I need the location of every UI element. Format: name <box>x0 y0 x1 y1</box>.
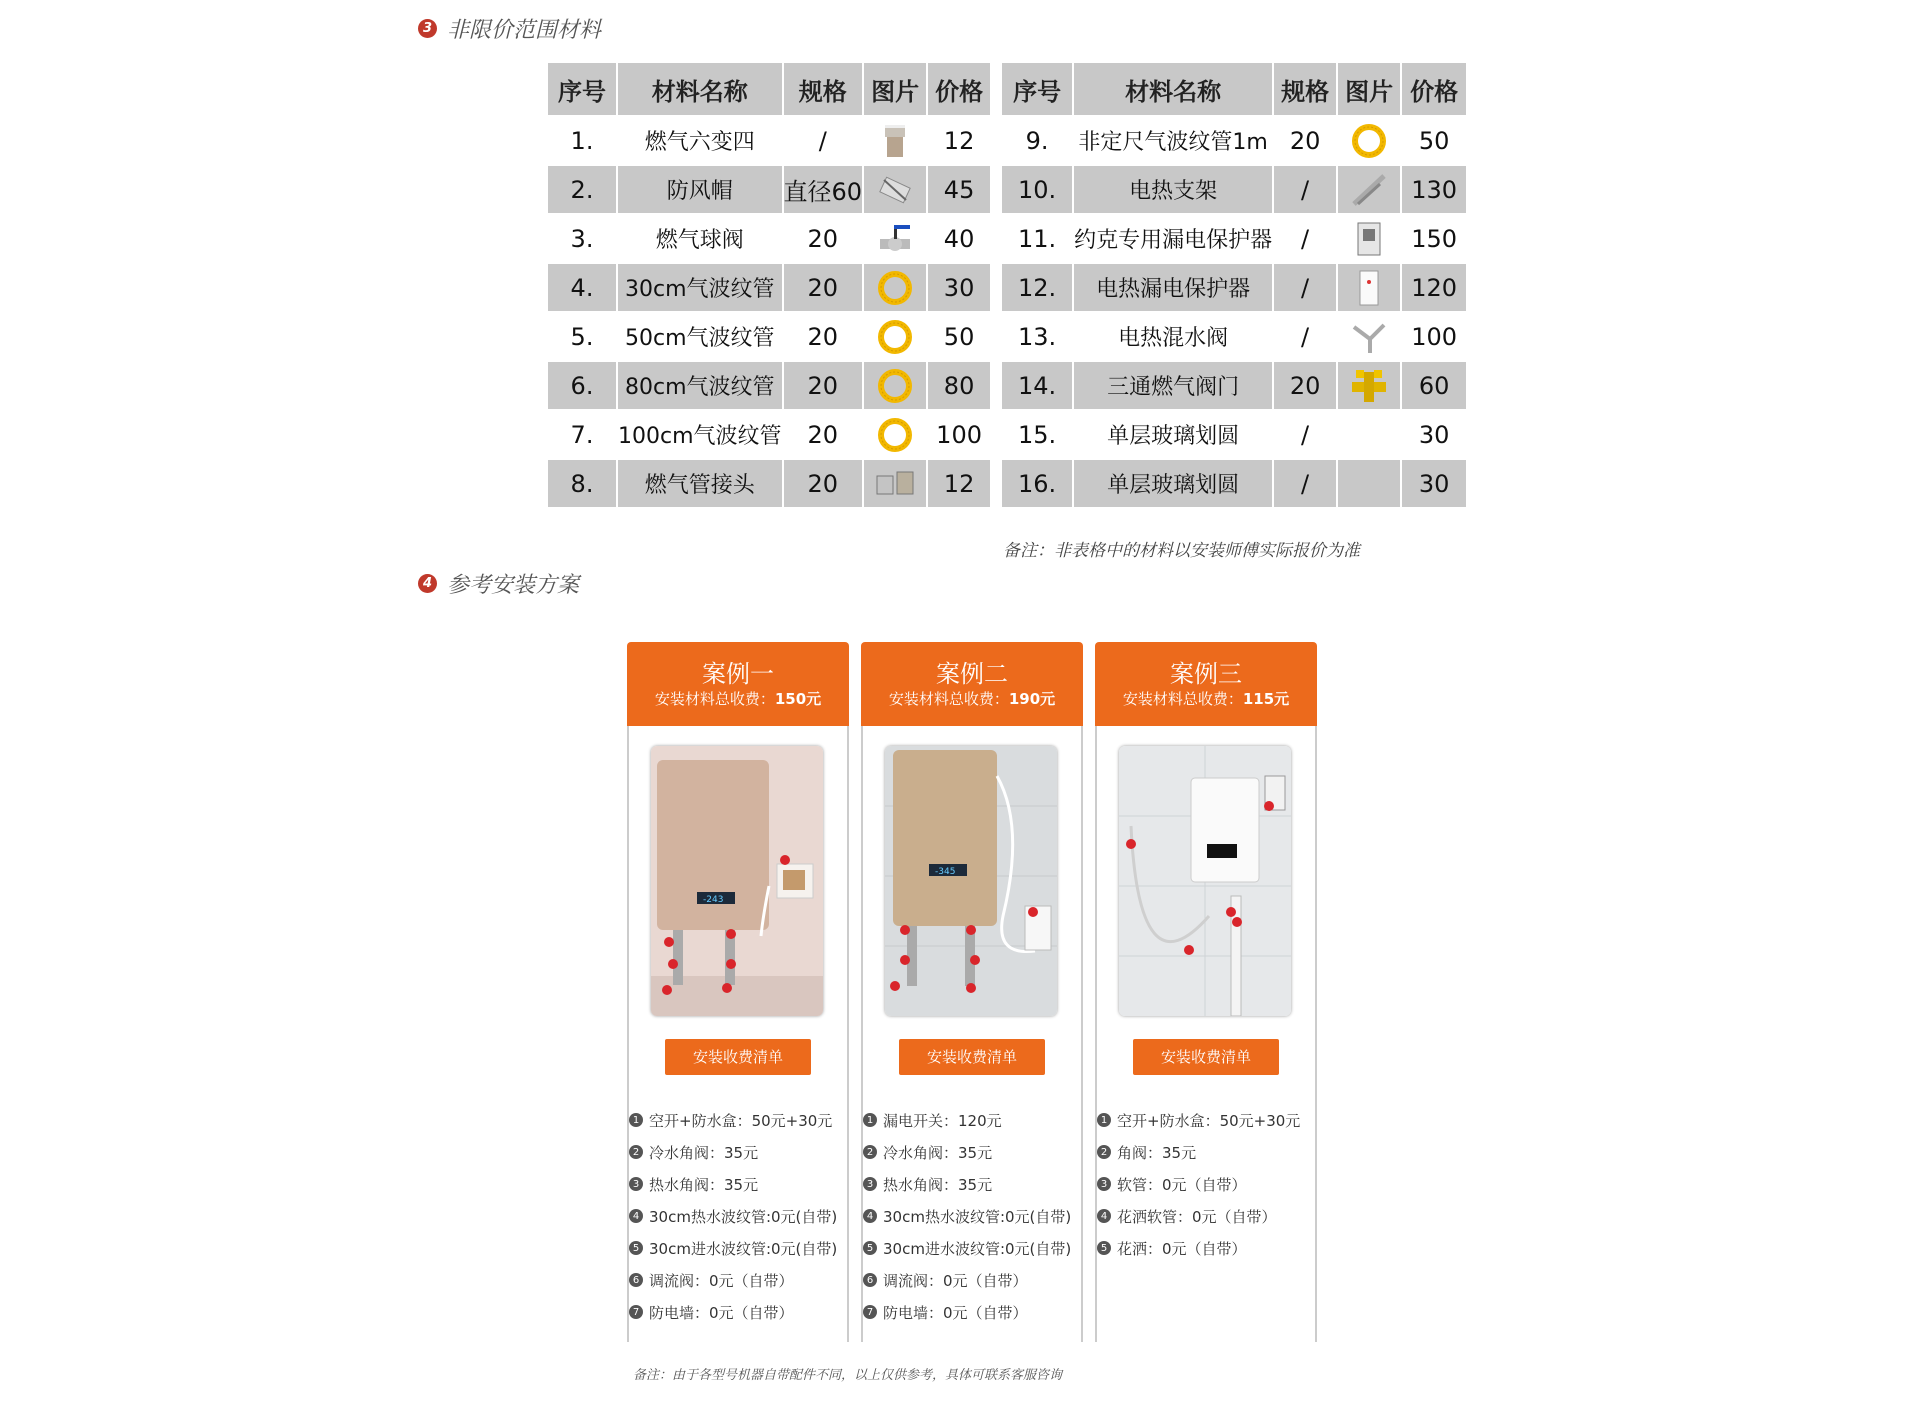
material-spec: 20 <box>784 313 863 360</box>
fee-item-text: 防电墙：0元（自带） <box>883 1303 1028 1322</box>
case-fee <box>627 688 849 709</box>
material-picture <box>1338 313 1400 360</box>
material-row <box>1002 117 1466 164</box>
material-name: 电热混水阀 <box>1074 313 1272 360</box>
fee-items <box>863 1104 1081 1328</box>
fee-list-button[interactable]: 安装收费清单 <box>899 1039 1045 1075</box>
fee-item-text: 软管：0元（自带） <box>1117 1175 1247 1194</box>
fee-list-button[interactable]: 安装收费清单 <box>665 1039 811 1075</box>
material-no: 2. <box>548 166 616 213</box>
fee-item-text: 花洒软管：0元（自带） <box>1117 1207 1277 1226</box>
case-fee-label: 安装材料总收费： <box>1122 690 1243 708</box>
material-picture <box>1338 362 1400 409</box>
materials-table-right <box>1000 61 1468 509</box>
material-price: 60 <box>1402 362 1466 409</box>
material-no: 1. <box>548 117 616 164</box>
material-spec: 20 <box>784 264 863 311</box>
material-name: 电热漏电保护器 <box>1074 264 1272 311</box>
header-name: 材料名称 <box>1074 63 1272 115</box>
material-spec: / <box>784 117 863 164</box>
item-number-badge: 7 <box>863 1305 877 1319</box>
item-number-badge: 4 <box>1097 1209 1111 1223</box>
fee-item <box>863 1168 1081 1200</box>
hex-fitting-icon <box>874 126 916 154</box>
material-name: 三通燃气阀门 <box>1074 362 1272 409</box>
material-name: 30cm气波纹管 <box>618 264 782 311</box>
material-picture <box>1338 264 1400 311</box>
case-body <box>627 726 849 1342</box>
tee-valve-icon <box>1348 371 1390 399</box>
install-photo <box>651 746 823 1016</box>
case-fee <box>861 688 1083 709</box>
material-name: 防风帽 <box>618 166 782 213</box>
material-picture <box>1338 117 1400 164</box>
fee-item <box>1097 1168 1315 1200</box>
wind-cap-icon <box>874 175 916 203</box>
fee-list-button[interactable]: 安装收费清单 <box>1133 1039 1279 1075</box>
material-picture <box>1338 215 1400 262</box>
case-card <box>1095 642 1317 1342</box>
fee-item <box>1097 1200 1315 1232</box>
material-spec: 20 <box>1274 362 1336 409</box>
fee-item-text: 热水角阀：35元 <box>883 1175 993 1194</box>
material-no: 9. <box>1002 117 1072 164</box>
case-header <box>1095 642 1317 726</box>
section-number-badge: 3 <box>418 19 437 38</box>
svg-text:-243: -243 <box>703 895 724 905</box>
material-price: 40 <box>928 215 990 262</box>
material-name: 单层玻璃划圆 <box>1074 411 1272 458</box>
case-title: 案例一 <box>702 660 774 688</box>
material-no: 15. <box>1002 411 1072 458</box>
material-picture <box>864 264 926 311</box>
material-no: 7. <box>548 411 616 458</box>
material-price: 120 <box>1402 264 1466 311</box>
case-card <box>861 642 1083 1342</box>
header-pic: 图片 <box>864 63 926 115</box>
case-fee-value: 190元 <box>1008 690 1056 708</box>
fee-items <box>1097 1104 1315 1264</box>
fee-item-text: 空开+防水盒：50元+30元 <box>649 1111 833 1130</box>
material-name: 50cm气波纹管 <box>618 313 782 360</box>
material-price: 130 <box>1402 166 1466 213</box>
item-number-badge: 3 <box>863 1177 877 1191</box>
material-no: 12. <box>1002 264 1072 311</box>
material-row <box>548 313 990 360</box>
fee-item-text: 角阀：35元 <box>1117 1143 1197 1162</box>
material-spec: / <box>1274 460 1336 507</box>
material-spec: 20 <box>784 215 863 262</box>
item-number-badge: 5 <box>1097 1241 1111 1255</box>
fee-item-text: 30cm进水波纹管:0元(自带) <box>883 1239 1072 1258</box>
material-name: 燃气球阀 <box>618 215 782 262</box>
pipe-joint-icon <box>874 469 916 497</box>
item-number-badge: 5 <box>863 1241 877 1255</box>
material-row <box>1002 264 1466 311</box>
material-row <box>548 362 990 409</box>
header-no: 序号 <box>548 63 616 115</box>
header-price: 价格 <box>1402 63 1466 115</box>
material-spec: 20 <box>784 362 863 409</box>
bracket-icon <box>1348 175 1390 203</box>
fee-item <box>1097 1104 1315 1136</box>
material-name: 燃气管接头 <box>618 460 782 507</box>
material-row <box>1002 362 1466 409</box>
hose-ring-icon <box>874 322 916 350</box>
fee-item <box>863 1296 1081 1328</box>
material-name: 80cm气波纹管 <box>618 362 782 409</box>
fee-item-text: 调流阀：0元（自带） <box>883 1271 1028 1290</box>
material-price: 100 <box>928 411 990 458</box>
material-row <box>548 117 990 164</box>
material-name: 约克专用漏电保护器 <box>1074 215 1272 262</box>
fee-item <box>629 1264 847 1296</box>
material-picture <box>864 117 926 164</box>
fee-item <box>1097 1232 1315 1264</box>
case-header <box>627 642 849 726</box>
case-fee-value: 150元 <box>774 690 822 708</box>
item-number-badge: 2 <box>629 1145 643 1159</box>
material-price: 50 <box>928 313 990 360</box>
materials-tables <box>546 61 1468 509</box>
case-card <box>627 642 849 1342</box>
material-price: 30 <box>1402 411 1466 458</box>
fee-item-text: 花洒：0元（自带） <box>1117 1239 1247 1258</box>
material-row <box>548 215 990 262</box>
section-title-text: 非限价范围材料 <box>447 17 602 43</box>
fee-item-text: 30cm热水波纹管:0元(自带) <box>883 1207 1072 1226</box>
case-fee-label: 安装材料总收费： <box>654 690 775 708</box>
material-no: 11. <box>1002 215 1072 262</box>
breaker-white-icon <box>1348 273 1390 301</box>
item-number-badge: 3 <box>1097 1177 1111 1191</box>
material-no: 5. <box>548 313 616 360</box>
material-spec: 直径60 <box>784 166 863 213</box>
material-row <box>548 166 990 213</box>
header-pic: 图片 <box>1338 63 1400 115</box>
case-body <box>1095 726 1317 1342</box>
fee-item <box>629 1232 847 1264</box>
material-row <box>1002 166 1466 213</box>
header-spec: 规格 <box>784 63 863 115</box>
svg-text:-345: -345 <box>935 867 956 877</box>
fee-item-text: 热水角阀：35元 <box>649 1175 759 1194</box>
material-price: 30 <box>928 264 990 311</box>
material-price: 12 <box>928 460 990 507</box>
install-cases <box>627 642 1317 1342</box>
material-name: 非定尺气波纹管1m <box>1074 117 1272 164</box>
material-no: 6. <box>548 362 616 409</box>
material-picture <box>1338 460 1400 507</box>
mixing-valve-icon <box>1348 322 1390 350</box>
materials-table-left <box>546 61 992 509</box>
material-name: 电热支架 <box>1074 166 1272 213</box>
material-no: 16. <box>1002 460 1072 507</box>
item-number-badge: 6 <box>629 1273 643 1287</box>
bottom-note: 备注：由于各型号机器自带配件不同，以上仅供参考，具体可联系客服咨询 <box>633 1368 1063 1383</box>
ball-valve-icon <box>874 224 916 252</box>
case-title: 案例三 <box>1170 660 1242 688</box>
header-price: 价格 <box>928 63 990 115</box>
material-price: 45 <box>928 166 990 213</box>
material-no: 10. <box>1002 166 1072 213</box>
material-price: 50 <box>1402 117 1466 164</box>
fee-item <box>863 1104 1081 1136</box>
header-no: 序号 <box>1002 63 1072 115</box>
material-no: 13. <box>1002 313 1072 360</box>
section-4-title <box>418 568 579 598</box>
hose-ring-icon <box>874 371 916 399</box>
material-picture <box>864 362 926 409</box>
item-number-badge: 1 <box>863 1113 877 1127</box>
material-spec: / <box>1274 166 1336 213</box>
case-fee-label: 安装材料总收费： <box>888 690 1009 708</box>
material-price: 150 <box>1402 215 1466 262</box>
item-number-badge: 4 <box>629 1209 643 1223</box>
material-spec: / <box>1274 313 1336 360</box>
material-row <box>548 460 990 507</box>
material-spec: 20 <box>784 411 863 458</box>
material-picture <box>1338 411 1400 458</box>
material-picture <box>864 411 926 458</box>
material-spec: 20 <box>784 460 863 507</box>
material-price: 12 <box>928 117 990 164</box>
material-picture <box>864 166 926 213</box>
hose-ring-icon <box>874 273 916 301</box>
case-fee-value: 115元 <box>1242 690 1290 708</box>
install-photo <box>1119 746 1291 1016</box>
section-title-text: 参考安装方案 <box>447 572 580 598</box>
material-row <box>1002 460 1466 507</box>
fee-item <box>863 1136 1081 1168</box>
material-row <box>1002 411 1466 458</box>
fee-item <box>863 1232 1081 1264</box>
fee-item-text: 冷水角阀：35元 <box>649 1143 759 1162</box>
material-spec: / <box>1274 264 1336 311</box>
item-number-badge: 2 <box>863 1145 877 1159</box>
material-name: 单层玻璃划圆 <box>1074 460 1272 507</box>
fee-item <box>863 1264 1081 1296</box>
fee-item-text: 调流阀：0元（自带） <box>649 1271 794 1290</box>
material-no: 8. <box>548 460 616 507</box>
material-no: 14. <box>1002 362 1072 409</box>
material-spec: 20 <box>1274 117 1336 164</box>
item-number-badge: 6 <box>863 1273 877 1287</box>
fee-item-text: 空开+防水盒：50元+30元 <box>1117 1111 1301 1130</box>
fee-item <box>1097 1136 1315 1168</box>
item-number-badge: 7 <box>629 1305 643 1319</box>
fee-item-text: 防电墙：0元（自带） <box>649 1303 794 1322</box>
material-name: 100cm气波纹管 <box>618 411 782 458</box>
hose-ring-icon <box>1348 126 1390 154</box>
item-number-badge: 1 <box>629 1113 643 1127</box>
table-note: 备注：非表格中的材料以安装师傅实际报价为准 <box>1003 541 1360 561</box>
section-3-title <box>418 13 601 43</box>
item-number-badge: 3 <box>629 1177 643 1191</box>
case-fee <box>1095 688 1317 709</box>
material-name: 燃气六变四 <box>618 117 782 164</box>
material-picture <box>864 313 926 360</box>
case-header <box>861 642 1083 726</box>
fee-item <box>629 1200 847 1232</box>
material-price: 100 <box>1402 313 1466 360</box>
material-spec: / <box>1274 411 1336 458</box>
fee-items <box>629 1104 847 1328</box>
item-number-badge: 5 <box>629 1241 643 1255</box>
material-spec: / <box>1274 215 1336 262</box>
material-picture <box>864 460 926 507</box>
material-row <box>1002 313 1466 360</box>
material-no: 3. <box>548 215 616 262</box>
fee-item <box>629 1296 847 1328</box>
breaker-icon <box>1348 224 1390 252</box>
fee-item-text: 冷水角阀：35元 <box>883 1143 993 1162</box>
case-title: 案例二 <box>936 660 1008 688</box>
fee-item <box>863 1200 1081 1232</box>
fee-item-text: 30cm进水波纹管:0元(自带) <box>649 1239 838 1258</box>
header-spec: 规格 <box>1274 63 1336 115</box>
material-row <box>1002 215 1466 262</box>
item-number-badge: 4 <box>863 1209 877 1223</box>
fee-item-text: 30cm热水波纹管:0元(自带) <box>649 1207 838 1226</box>
section-number-badge: 4 <box>418 574 437 593</box>
fee-item-text: 漏电开关：120元 <box>883 1111 1002 1130</box>
case-body <box>861 726 1083 1342</box>
material-no: 4. <box>548 264 616 311</box>
hose-ring-icon <box>874 420 916 448</box>
item-number-badge: 2 <box>1097 1145 1111 1159</box>
fee-item <box>629 1168 847 1200</box>
install-photo <box>885 746 1057 1016</box>
fee-item <box>629 1104 847 1136</box>
material-picture <box>1338 166 1400 213</box>
material-price: 30 <box>1402 460 1466 507</box>
material-price: 80 <box>928 362 990 409</box>
material-row <box>548 264 990 311</box>
header-name: 材料名称 <box>618 63 782 115</box>
item-number-badge: 1 <box>1097 1113 1111 1127</box>
material-picture <box>864 215 926 262</box>
material-row <box>548 411 990 458</box>
fee-item <box>629 1136 847 1168</box>
